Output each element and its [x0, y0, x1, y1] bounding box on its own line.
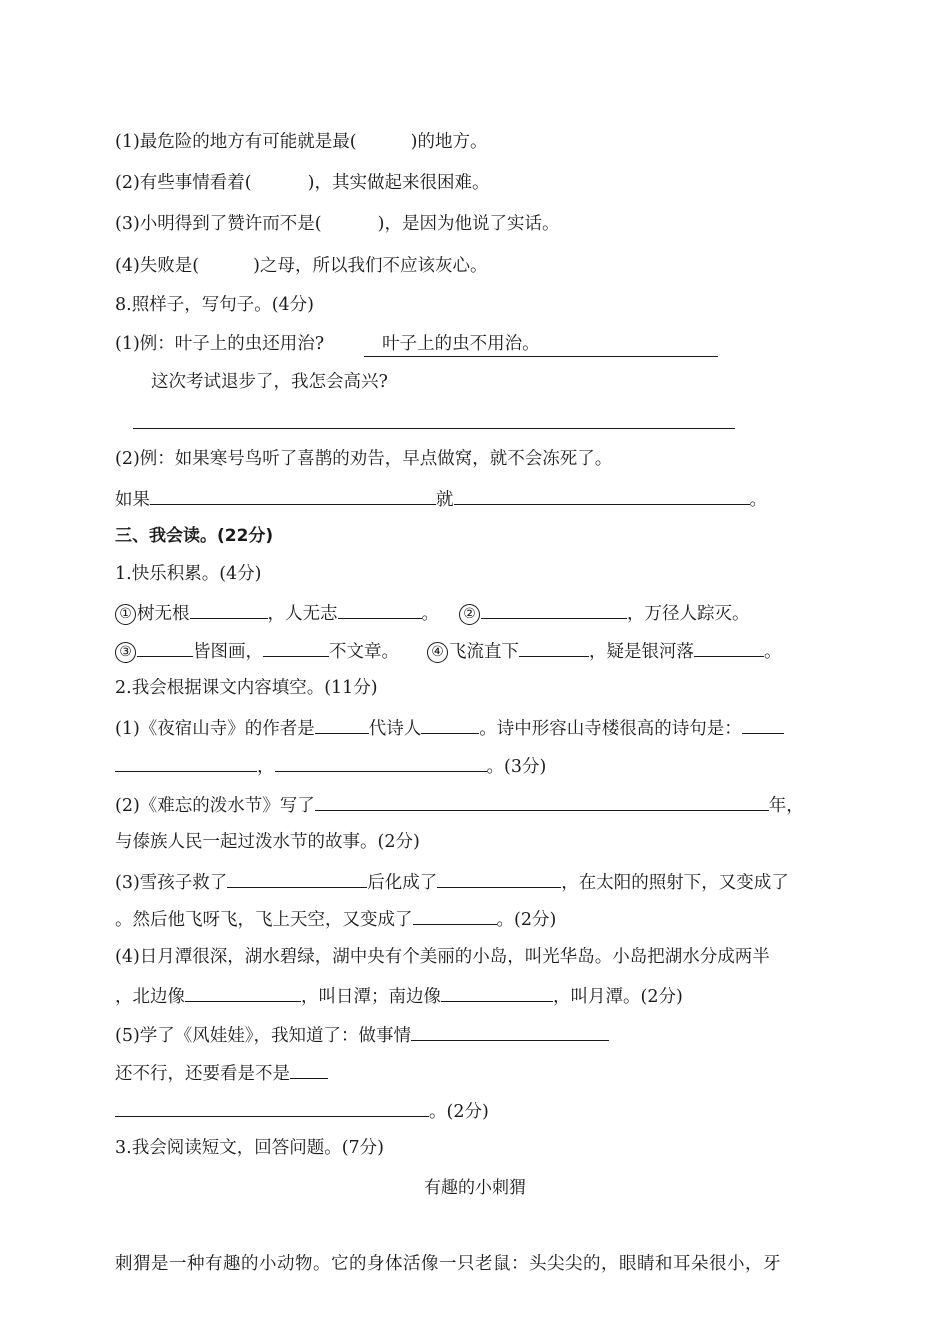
s2-text: ，北边像 [115, 987, 185, 1007]
q7-item-3-text-a: (3)小明得到了赞许而不是( [115, 214, 322, 234]
answer-blank[interactable] [190, 600, 268, 619]
s2-item-2-line-2: 与傣族人民一起过泼水节的故事。(2分) [115, 832, 420, 852]
s1-text: 。 [421, 604, 439, 624]
answer-blank[interactable] [421, 715, 479, 734]
s1-text: 。 [764, 642, 782, 662]
circled-number-1: ① [115, 604, 136, 625]
s2-text: 年， [768, 796, 804, 816]
answer-blank[interactable] [481, 600, 627, 619]
s1-line-2 [115, 638, 782, 664]
answer-blank[interactable] [115, 1098, 429, 1117]
s2-item-1-line-2 [115, 753, 546, 779]
s2-heading: 2.我会根据课文内容填空。(11分) [115, 678, 378, 698]
q7-item-3 [115, 212, 559, 236]
passage-title: 有趣的小刺猬 [424, 1178, 526, 1198]
q8-answer-line[interactable] [133, 428, 735, 429]
s2-item-5-line-1 [115, 1022, 609, 1048]
answer-blank[interactable] [694, 638, 764, 657]
s1-text: ，万径人踪灭。 [627, 604, 750, 624]
s2-item-1-line-1 [115, 715, 784, 741]
answer-blank[interactable] [227, 869, 367, 888]
s2-text: (3)雪孩子救了 [115, 873, 228, 893]
s2-text: 。(2分) [496, 910, 557, 930]
q8-example-2: (2)例：如果寒号鸟听了喜鹊的劝告，早点做窝，就不会冻死了。 [115, 449, 613, 469]
q7-item-1-text-b: )的地方。 [410, 132, 488, 152]
q8-example-1-label: (1)例：叶子上的虫还用治? [115, 334, 325, 354]
s2-text: ，在太阳的照射下，又变成了 [561, 873, 789, 893]
s2-text: ， [257, 757, 275, 777]
answer-blank[interactable] [437, 869, 561, 888]
s3-heading: 3.我会阅读短文，回答问题。(7分) [115, 1138, 384, 1158]
q8-example-1-answer: 叶子上的虫不用治。 [382, 334, 540, 354]
s2-text: 还不行，还要看是不是 [115, 1064, 290, 1084]
q7-item-1-text-a: (1)最危险的地方有可能就是最( [115, 132, 357, 152]
s2-text: 代诗人 [368, 719, 422, 739]
s2-text: 后化成了 [367, 873, 438, 893]
q7-item-4-text-b: )之母，所以我们不应该灰心。 [253, 256, 488, 276]
s2-item-5-line-3 [115, 1098, 489, 1124]
s2-text: 。然后他飞呀飞，飞上天空，又变成了 [115, 910, 413, 930]
s2-item-3-line-2 [115, 906, 556, 932]
answer-blank[interactable] [338, 600, 422, 619]
s1-text: 皆图画， [193, 642, 263, 662]
s1-heading: 1.快乐积累。(4分) [115, 564, 262, 584]
s1-text: 不文章。 [329, 642, 399, 662]
s2-item-4-line-1: (4)日月潭很深，湖水碧绿，湖中央有个美丽的小岛，叫光华岛。小岛把湖水分成两半 [115, 947, 770, 967]
circled-number-3: ③ [115, 642, 136, 663]
q8-task-2-end: 。 [749, 490, 767, 510]
q7-item-2-text-a: (2)有些事情看着( [115, 173, 252, 193]
answer-blank[interactable] [454, 486, 750, 505]
q7-item-4-text-a: (4)失败是( [115, 256, 200, 276]
q8-task-2-if: 如果 [115, 490, 150, 510]
s2-item-3-line-1 [115, 869, 789, 895]
answer-blank[interactable] [441, 983, 553, 1002]
s2-item-5-line-2 [115, 1060, 328, 1086]
s1-line-1 [115, 600, 750, 626]
s2-text: 。(2分) [429, 1102, 489, 1122]
s2-text: 。(3分) [486, 757, 547, 777]
q7-item-1 [115, 130, 487, 154]
s1-text: 飞流直下 [449, 642, 519, 662]
answer-blank[interactable] [137, 638, 193, 657]
s2-text: ，叫日潭；南边像 [301, 987, 441, 1007]
q8-heading: 8.照样子，写句子。(4分) [115, 295, 314, 315]
q8-task-1: 这次考试退步了，我怎会高兴? [151, 372, 388, 392]
s2-text: 。诗中形容山寺楼很高的诗句是： [479, 719, 742, 739]
s2-item-4-line-2 [115, 983, 683, 1009]
s1-text: ，人无志 [267, 604, 338, 624]
q7-item-2 [115, 171, 489, 195]
answer-blank[interactable] [290, 1060, 328, 1079]
section-3-heading: 三、我会读。(22分) [115, 526, 274, 546]
answer-blank[interactable] [115, 753, 257, 772]
q8-task-2-then: 就 [436, 490, 454, 510]
passage-text: 刺猬是一种有趣的小动物。它的身体活像一只老鼠：头尖尖的，眼睛和耳朵很小，牙 [115, 1254, 781, 1274]
s2-text: (5)学了《风娃娃》，我知道了：做事情 [115, 1026, 412, 1046]
q7-item-3-text-b: )，是因为他说了实话。 [377, 214, 560, 234]
circled-number-2: ② [459, 604, 480, 625]
answer-blank[interactable] [275, 753, 487, 772]
answer-blank[interactable] [742, 715, 784, 734]
s2-text: (2)《难忘的泼水节》写了 [115, 796, 315, 816]
answer-blank[interactable] [411, 1022, 609, 1041]
s2-text: (1)《夜宿山寺》的作者是 [115, 719, 315, 739]
s2-item-2-line-1 [115, 792, 804, 818]
answer-blank[interactable] [315, 715, 369, 734]
circled-number-4: ④ [427, 642, 448, 663]
answer-blank[interactable] [263, 638, 329, 657]
answer-blank[interactable] [519, 638, 589, 657]
answer-blank[interactable] [413, 906, 497, 925]
s1-text: 树无根 [137, 604, 190, 624]
q7-item-4 [115, 254, 487, 278]
answer-blank[interactable] [185, 983, 301, 1002]
q8-task-2 [115, 486, 767, 512]
s1-text: ，疑是银河落 [589, 642, 694, 662]
s2-text: ，叫月潭。(2分) [553, 987, 683, 1007]
answer-blank[interactable] [315, 792, 769, 811]
q7-item-2-text-b: )，其实做起来很困难。 [307, 173, 490, 193]
q8-example-1-answer-line [364, 332, 718, 357]
answer-blank[interactable] [150, 486, 436, 505]
q8-example-1 [115, 332, 718, 357]
